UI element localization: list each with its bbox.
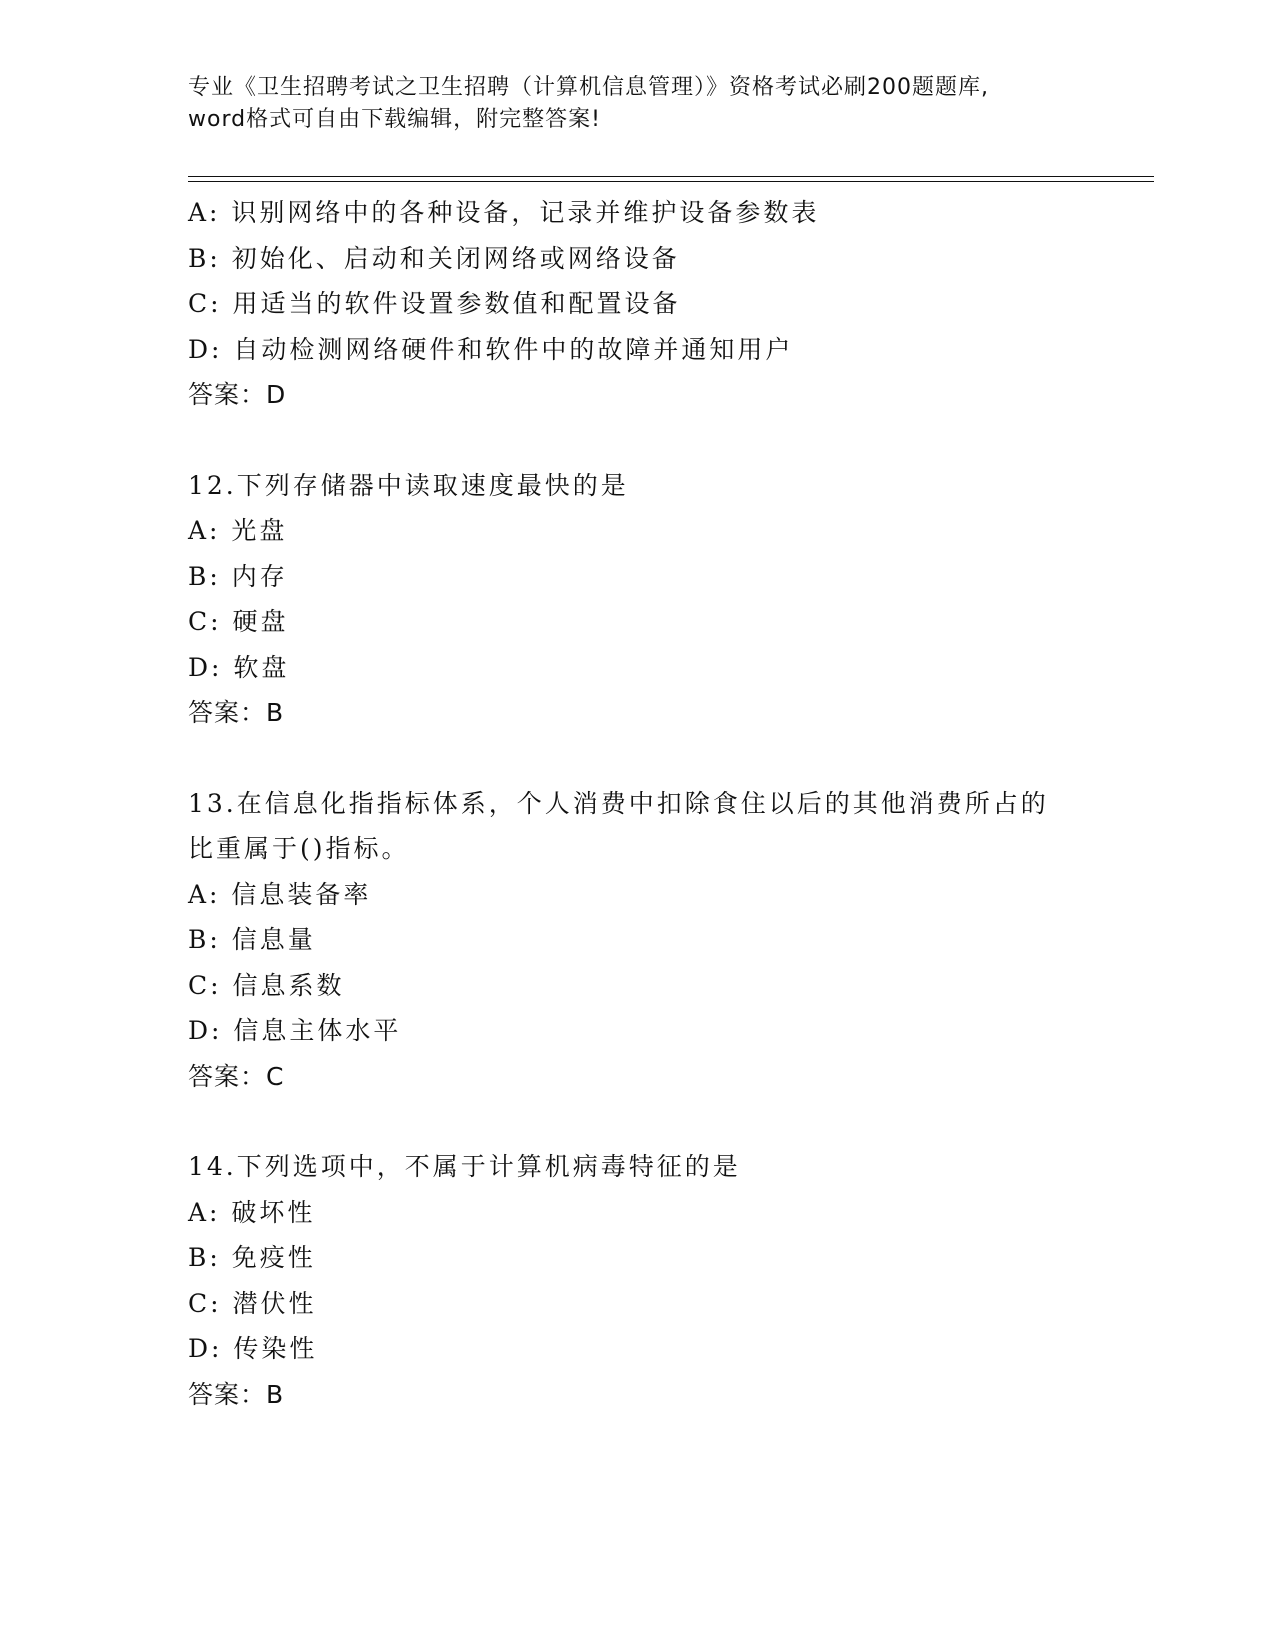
option-d: D: 传染性: [188, 1334, 318, 1363]
question-block-11: [188, 190, 1148, 418]
question-list: [188, 190, 1148, 1417]
option-d: D: 软盘: [188, 652, 290, 682]
option-c: C: 潜伏性: [188, 1288, 317, 1318]
header-divider-top: [188, 176, 1154, 177]
option-a: A: 光盘: [188, 516, 288, 545]
answer-line: 答案：B: [188, 1379, 285, 1409]
option-a: A: 信息装备率: [188, 879, 372, 909]
option-b: B: 内存: [188, 561, 288, 591]
option-c: C: 信息系数: [188, 970, 345, 1000]
question-text: 14.下列选项中，不属于计算机病毒特征的是: [188, 1152, 741, 1181]
question-block-14: [188, 1144, 1148, 1417]
option-b: B: 初始化、启动和关闭网络或网络设备: [188, 243, 680, 273]
question-block-13: [188, 781, 1148, 1100]
option-a: A: 破坏性: [188, 1197, 316, 1227]
question-text-line-2: 比重属于()指标。: [188, 834, 410, 863]
option-a: A: 识别网络中的各种设备，记录并维护设备参数表: [188, 198, 820, 227]
option-d: D: 自动检测网络硬件和软件中的故障并通知用户: [188, 334, 794, 364]
option-c: C: 用适当的软件设置参数值和配置设备: [188, 289, 681, 318]
option-c: C: 硬盘: [188, 607, 289, 636]
question-block-12: [188, 463, 1148, 736]
question-text-line-1: 13.在信息化指指标体系，个人消费中扣除食住以后的其他消费所占的: [188, 788, 1049, 818]
option-d: D: 信息主体水平: [188, 1016, 402, 1045]
answer-line: 答案：C: [188, 1061, 285, 1091]
option-b: B: 信息量: [188, 925, 316, 954]
header-title-line-1: 专业《卫生招聘考试之卫生招聘（计算机信息管理）》资格考试必刷200题题库,: [188, 75, 989, 100]
header-title-line-2: word格式可自由下载编辑，附完整答案!: [188, 107, 601, 132]
option-b: B: 免疫性: [188, 1243, 316, 1272]
question-text: 12.下列存储器中读取速度最快的是: [188, 470, 629, 500]
answer-line: 答案：D: [188, 380, 287, 409]
answer-line: 答案：B: [188, 698, 285, 727]
header-divider-bottom: [188, 181, 1154, 182]
document-header: [188, 72, 1088, 136]
